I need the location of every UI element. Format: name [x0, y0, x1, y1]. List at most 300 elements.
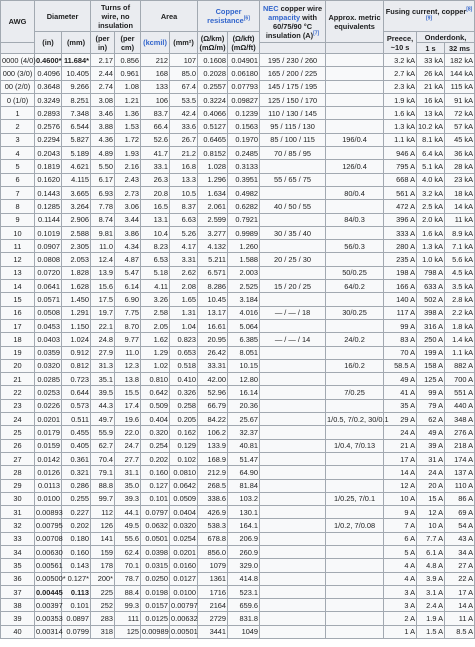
cell-pre: 35 A: [384, 399, 417, 412]
cell-pre: 198 A: [384, 266, 417, 279]
cell-kcmil: 0.404: [141, 413, 170, 426]
cell-s1: 2.4 A: [417, 599, 445, 612]
cell-okm: 2164: [198, 599, 228, 612]
cell-pcm: 8.70: [115, 319, 141, 332]
cell-mm: 0.180: [62, 532, 91, 545]
cell-awg: 12: [1, 253, 35, 266]
cell-in: 0.2043: [35, 147, 62, 160]
cell-nec: [260, 519, 326, 532]
cell-met: 64/0.2: [326, 280, 384, 293]
cell-in: 0.2294: [35, 133, 62, 146]
cell-pre: 117 A: [384, 306, 417, 319]
cell-awg: 000 (3/0): [1, 67, 35, 80]
header-awg: AWG: [1, 1, 35, 43]
cell-met: [326, 67, 384, 80]
cell-pre: 2 A: [384, 612, 417, 625]
table-row: [1, 572, 475, 585]
cell-met: 80/0.4: [326, 186, 384, 199]
cell-in: 0.00893: [35, 506, 62, 519]
cell-pin: 11.0: [91, 240, 115, 253]
cell-awg: 14: [1, 280, 35, 293]
sub-ohm-km: (Ω/km) (mΩ/m): [199, 33, 226, 52]
cell-mm2: 0.0100: [170, 585, 198, 598]
cell-nec: [260, 346, 326, 359]
cell-s1: 4.8 A: [417, 559, 445, 572]
cell-s1: 633 A: [417, 280, 445, 293]
cell-mm2: 26.7: [170, 133, 198, 146]
cell-met: [326, 479, 384, 492]
cell-mm2: 0.0404: [170, 506, 198, 519]
cell-nec: 85 / 100 / 115: [260, 133, 326, 146]
cell-pre: 5 A: [384, 545, 417, 558]
cell-ms32: 11 A: [445, 612, 475, 625]
cell-awg: 1: [1, 107, 35, 120]
ref-6[interactable]: [6]: [243, 15, 250, 22]
cell-mm: 1.291: [62, 306, 91, 319]
cell-pcm: 1.53: [115, 120, 141, 133]
cell-pre: 140 A: [384, 293, 417, 306]
cell-okft: 64.90: [228, 466, 260, 479]
cell-mm: 0.361: [62, 452, 91, 465]
cell-okm: 84.22: [198, 413, 228, 426]
cell-met: [326, 200, 384, 213]
cell-pin: 22.1: [91, 319, 115, 332]
cell-met: [326, 173, 384, 186]
cell-mm: 1.450: [62, 293, 91, 306]
cell-pre: 166 A: [384, 280, 417, 293]
cell-awg: 2: [1, 120, 35, 133]
cell-s1: 1.0 kA: [417, 253, 445, 266]
table-row: [1, 93, 475, 106]
cell-kcmil: 168: [141, 67, 170, 80]
cell-pcm: 4.87: [115, 253, 141, 266]
cell-okm: 106.2: [198, 426, 228, 439]
cell-in: 0.1019: [35, 226, 62, 239]
table-row: [1, 439, 475, 452]
cell-in: 0.0359: [35, 346, 62, 359]
cell-in: 0.0201: [35, 413, 62, 426]
cell-pcm: 9.77: [115, 333, 141, 346]
cell-pre: 3 A: [384, 599, 417, 612]
cell-pin: 159: [91, 545, 115, 558]
cell-awg: 31: [1, 506, 35, 519]
cell-mm2: 67.4: [170, 80, 198, 93]
table-row: [1, 147, 475, 160]
sub-ohm-kft: (Ω/kft) (mΩ/ft): [228, 32, 260, 54]
cell-mm: 0.723: [62, 373, 91, 386]
cell-okft: 1049: [228, 625, 260, 638]
cell-s1: 3.1 A: [417, 585, 445, 598]
cell-pcm: 3.06: [115, 200, 141, 213]
cell-nec: 15 / 20 / 25: [260, 280, 326, 293]
cell-mm2: 0.518: [170, 359, 198, 372]
cell-awg: 6: [1, 173, 35, 186]
cell-mm: 0.255: [62, 492, 91, 505]
cell-okft: 831.8: [228, 612, 260, 625]
cell-met: 1/0.4, 7/0.13: [326, 439, 384, 452]
cell-met: 126/0.4: [326, 160, 384, 173]
cell-kcmil: 10.4: [141, 226, 170, 239]
cell-awg: 20: [1, 359, 35, 372]
cell-okft: 260.9: [228, 545, 260, 558]
cell-kcmil: 0.0250: [141, 572, 170, 585]
cell-okft: 16.14: [228, 386, 260, 399]
cell-s1: 199 A: [417, 346, 445, 359]
cell-ms32: 4.5 kA: [445, 266, 475, 279]
cell-s1: 398 A: [417, 306, 445, 319]
cell-mm2: 1.04: [170, 319, 198, 332]
cell-in: 0.0179: [35, 426, 62, 439]
cell-pin: 12.4: [91, 253, 115, 266]
cell-awg: 15: [1, 293, 35, 306]
cell-pcm: 1.72: [115, 133, 141, 146]
header-turns: Turns of wire, no insulation: [91, 1, 141, 32]
cell-okm: 3.277: [198, 226, 228, 239]
cell-pre: 795 A: [384, 160, 417, 173]
cell-pcm: 39.3: [115, 492, 141, 505]
cell-s1: 1.5 A: [417, 625, 445, 638]
cell-okft: 81.84: [228, 479, 260, 492]
cell-mm: 2.053: [62, 253, 91, 266]
blank-metric: [326, 43, 384, 54]
cell-in: 0.0159: [35, 439, 62, 452]
cell-in: 0.00500*: [35, 572, 62, 585]
cell-awg: 29: [1, 479, 35, 492]
cell-okm: 16.61: [198, 319, 228, 332]
cell-in: 0.2576: [35, 120, 62, 133]
cell-awg: 11: [1, 240, 35, 253]
cell-in: 0.00397: [35, 599, 62, 612]
cell-pre: 396 A: [384, 213, 417, 226]
cell-okft: 1.588: [228, 253, 260, 266]
cell-pre: 2.3 kA: [384, 80, 417, 93]
copper-resistance-link[interactable]: Copper resistance: [207, 7, 244, 25]
cell-in: 0.00708: [35, 532, 62, 545]
cell-nec: 145 / 175 / 195: [260, 80, 326, 93]
table-row: [1, 599, 475, 612]
cell-nec: [260, 413, 326, 426]
cell-mm: 0.0799: [62, 625, 91, 638]
cell-mm2: 2.08: [170, 280, 198, 293]
table-row: [1, 612, 475, 625]
table-row: [1, 452, 475, 465]
cell-awg: 21: [1, 373, 35, 386]
cell-okm: 2729: [198, 612, 228, 625]
cell-pin: 3.08: [91, 93, 115, 106]
sub-per-cm: (per cm): [115, 32, 141, 54]
cell-pin: 4.89: [91, 147, 115, 160]
cell-s1: 20 A: [417, 479, 445, 492]
cell-mm2: 0.00797: [170, 599, 198, 612]
cell-awg: 25: [1, 426, 35, 439]
cell-in: 0.1144: [35, 213, 62, 226]
cell-mm: 0.227: [62, 506, 91, 519]
cell-pcm: 22.0: [115, 426, 141, 439]
cell-kcmil: 13.1: [141, 213, 170, 226]
cell-okft: 103.2: [228, 492, 260, 505]
cell-s1: 33 kA: [417, 54, 445, 67]
cell-nec: [260, 559, 326, 572]
cell-okm: 0.6465: [198, 133, 228, 146]
cell-met: [326, 226, 384, 239]
cell-okm: 1.296: [198, 173, 228, 186]
cell-s1: 5.1 kA: [417, 160, 445, 173]
cell-okm: 1.634: [198, 186, 228, 199]
cell-okft: 0.2485: [228, 147, 260, 160]
cell-awg: 26: [1, 439, 35, 452]
cell-awg: 32: [1, 519, 35, 532]
cell-pin: 2.74: [91, 80, 115, 93]
cell-met: [326, 506, 384, 519]
cell-okft: 523.1: [228, 585, 260, 598]
nec-link[interactable]: NEC: [262, 3, 279, 13]
cell-pre: 1.9 kA: [384, 93, 417, 106]
table-row: [1, 466, 475, 479]
cell-pre: 4 A: [384, 559, 417, 572]
cell-pcm: 27.7: [115, 452, 141, 465]
cell-pcm: 17.4: [115, 399, 141, 412]
header-metric: Approx. metric equivalents: [326, 1, 384, 43]
table-row: [1, 80, 475, 93]
cell-okm: 42.00: [198, 373, 228, 386]
cell-mm2: 0.410: [170, 373, 198, 386]
cell-pin: 141: [91, 532, 115, 545]
cell-mm2: 42.4: [170, 107, 198, 120]
cell-pin: 79.1: [91, 466, 115, 479]
cell-nec: [260, 585, 326, 598]
table-row: [1, 160, 475, 173]
cell-s1: 79 A: [417, 399, 445, 412]
nec-text: copper wire: [278, 3, 323, 13]
cell-nec: [260, 625, 326, 638]
cell-ms32: 440 A: [445, 399, 475, 412]
table-row: [1, 585, 475, 598]
table-body: [1, 54, 475, 639]
cell-pcm: 35.0: [115, 479, 141, 492]
cell-okft: 4.016: [228, 306, 260, 319]
cell-mm2: 0.653: [170, 346, 198, 359]
table-row: [1, 346, 475, 359]
cell-mm: 2.906: [62, 213, 91, 226]
cell-kcmil: 41.7: [141, 147, 170, 160]
cell-pcm: 49.5: [115, 519, 141, 532]
cell-in: 0.0403: [35, 333, 62, 346]
cell-awg: 40: [1, 625, 35, 638]
cell-s1: 250 A: [417, 333, 445, 346]
cell-ms32: 115 kA: [445, 80, 475, 93]
cell-kcmil: 0.202: [141, 452, 170, 465]
cell-met: 1/0.5, 7/0.2, 30/0.1: [326, 413, 384, 426]
cell-pcm: 88.4: [115, 585, 141, 598]
cell-okft: 164.1: [228, 519, 260, 532]
header-nec-ampacity: [260, 1, 326, 43]
cell-okm: 0.3224: [198, 93, 228, 106]
cell-s1: 49 A: [417, 426, 445, 439]
kcmil-link[interactable]: (kcmil): [143, 38, 167, 47]
cell-nec: [260, 240, 326, 253]
cell-pin: 252: [91, 599, 115, 612]
cell-mm: 4.115: [62, 173, 91, 186]
cell-pin: 55.9: [91, 426, 115, 439]
cell-okm: 538.3: [198, 519, 228, 532]
cell-pcm: 13.8: [115, 373, 141, 386]
cell-met: [326, 585, 384, 598]
cell-pin: 5.50: [91, 160, 115, 173]
cell-pin: 283: [91, 612, 115, 625]
cell-mm: 0.812: [62, 359, 91, 372]
cell-met: [326, 399, 384, 412]
cell-kcmil: 52.6: [141, 133, 170, 146]
cell-pre: 24 A: [384, 426, 417, 439]
cell-ms32: 8.9 kA: [445, 226, 475, 239]
cell-s1: 31 A: [417, 452, 445, 465]
cell-okm: 856.0: [198, 545, 228, 558]
cell-ms32: 144 kA: [445, 67, 475, 80]
cell-okm: 3441: [198, 625, 228, 638]
cell-nec: 125 / 150 / 170: [260, 93, 326, 106]
cell-met: [326, 572, 384, 585]
cell-mm: 0.321: [62, 466, 91, 479]
cell-okm: 6.571: [198, 266, 228, 279]
cell-nec: — / — / 14: [260, 333, 326, 346]
cell-mm: 0.405: [62, 439, 91, 452]
cell-mm2: 2.62: [170, 266, 198, 279]
cell-mm2: 16.8: [170, 160, 198, 173]
ampacity-link[interactable]: ampacity: [268, 12, 301, 22]
cell-mm2: 85.0: [170, 67, 198, 80]
table-row: [1, 359, 475, 372]
cell-okm: 52.96: [198, 386, 228, 399]
cell-s1: 4.0 kA: [417, 173, 445, 186]
cell-pcm: 12.3: [115, 359, 141, 372]
cell-mm2: 8.37: [170, 200, 198, 213]
cell-kcmil: 0.00989: [141, 625, 170, 638]
cell-pre: 29 A: [384, 413, 417, 426]
cell-in: 0.1443: [35, 186, 62, 199]
cell-awg: 16: [1, 306, 35, 319]
cell-mm: 10.405: [62, 67, 91, 80]
cell-nec: [260, 373, 326, 386]
cell-pin: 200*: [91, 572, 115, 585]
cell-okft: 25.67: [228, 413, 260, 426]
cell-mm2: 4.17: [170, 240, 198, 253]
cell-met: [326, 373, 384, 386]
cell-pre: 472 A: [384, 200, 417, 213]
cell-awg: 35: [1, 559, 35, 572]
cell-okm: 426.9: [198, 506, 228, 519]
cell-okft: 0.1239: [228, 107, 260, 120]
table-row: [1, 240, 475, 253]
table-row: [1, 213, 475, 226]
cell-nec: [260, 293, 326, 306]
cell-ms32: 174 A: [445, 452, 475, 465]
cell-okft: 8.051: [228, 346, 260, 359]
cell-kcmil: 83.7: [141, 107, 170, 120]
cell-ms32: 3.5 kA: [445, 280, 475, 293]
cell-kcmil: 20.8: [141, 186, 170, 199]
cell-mm: 1.024: [62, 333, 91, 346]
cell-met: [326, 293, 384, 306]
cell-awg: 10: [1, 226, 35, 239]
cell-ms32: 276 A: [445, 426, 475, 439]
cell-okft: 0.6282: [228, 200, 260, 213]
cell-ms32: 348 A: [445, 413, 475, 426]
cell-awg: 0 (1/0): [1, 93, 35, 106]
cell-pin: 6.17: [91, 173, 115, 186]
cell-okft: 0.06180: [228, 67, 260, 80]
cell-s1: 7.7 A: [417, 532, 445, 545]
cell-okm: 0.2028: [198, 67, 228, 80]
cell-ms32: 54 A: [445, 519, 475, 532]
ref-7[interactable]: [7]: [313, 30, 320, 37]
cell-okft: 3.184: [228, 293, 260, 306]
cell-mm2: 0.129: [170, 439, 198, 452]
cell-in: 0.1285: [35, 200, 62, 213]
cell-ms32: 137 A: [445, 466, 475, 479]
cell-mm2: 1.65: [170, 293, 198, 306]
cell-s1: 21 kA: [417, 80, 445, 93]
cell-okft: 2.525: [228, 280, 260, 293]
cell-nec: [260, 452, 326, 465]
table-row: [1, 200, 475, 213]
cell-kcmil: 2.58: [141, 306, 170, 319]
cell-mm: 0.455: [62, 426, 91, 439]
cell-pcm: 55.6: [115, 532, 141, 545]
table-row: [1, 426, 475, 439]
cell-awg: 37: [1, 585, 35, 598]
cell-in: 0.00314: [35, 625, 62, 638]
ref-8-9[interactable]: [8][9]: [425, 6, 473, 22]
cell-s1: 39 A: [417, 439, 445, 452]
cell-pcm: 1.08: [115, 80, 141, 93]
cell-ms32: 110 A: [445, 479, 475, 492]
cell-okm: 0.2557: [198, 80, 228, 93]
header-copper-resistance: [198, 1, 260, 32]
cell-ms32: 11 kA: [445, 213, 475, 226]
cell-in: 0.0100: [35, 492, 62, 505]
cell-mm: 1.150: [62, 319, 91, 332]
cell-nec: 40 / 50 / 55: [260, 200, 326, 213]
cell-in: 0.0641: [35, 280, 62, 293]
sub-1s: 1 s: [417, 43, 445, 54]
cell-pin: 13.9: [91, 266, 115, 279]
cell-awg: 9: [1, 213, 35, 226]
cell-okft: 0.9989: [228, 226, 260, 239]
cell-pcm: 2.16: [115, 160, 141, 173]
cell-okft: 2.003: [228, 266, 260, 279]
cell-nec: [260, 386, 326, 399]
cell-ms32: 72 kA: [445, 107, 475, 120]
table-row: [1, 386, 475, 399]
table-row: [1, 266, 475, 279]
cell-s1: 26 kA: [417, 67, 445, 80]
cell-kcmil: 0.0398: [141, 545, 170, 558]
cell-okft: 329.0: [228, 559, 260, 572]
cell-mm: 0.101: [62, 599, 91, 612]
cell-kcmil: 1.62: [141, 333, 170, 346]
cell-nec: 70 / 85 / 95: [260, 147, 326, 160]
cell-s1: 24 A: [417, 466, 445, 479]
cell-pre: 6 A: [384, 532, 417, 545]
blank-awg: [1, 43, 35, 54]
cell-pre: 10 A: [384, 492, 417, 505]
cell-mm: 3.665: [62, 186, 91, 199]
cell-pcm: 6.14: [115, 280, 141, 293]
cell-mm: 0.286: [62, 479, 91, 492]
cell-okm: 8.286: [198, 280, 228, 293]
cell-in: 0.3249: [35, 93, 62, 106]
cell-okm: 2.061: [198, 200, 228, 213]
